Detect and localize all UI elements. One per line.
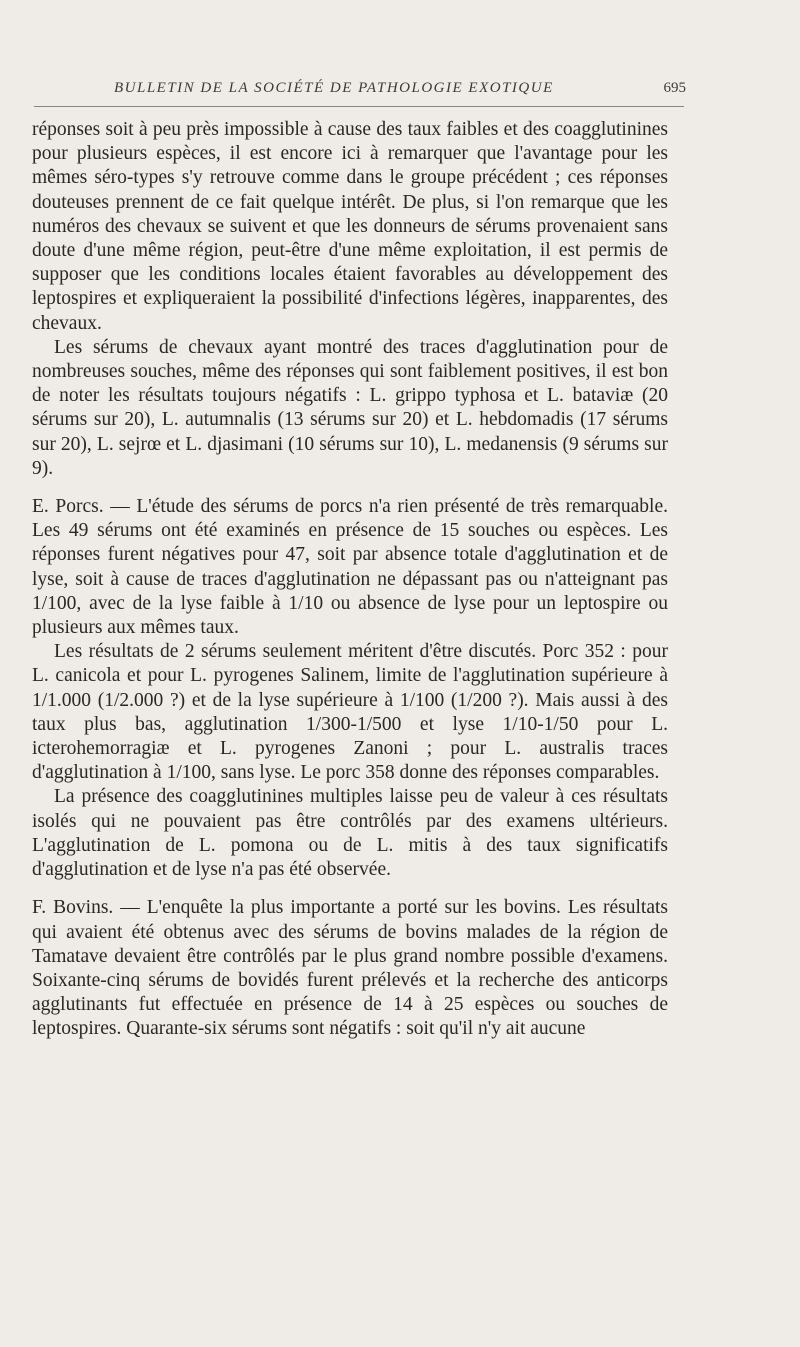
page-number: 695 (663, 80, 686, 96)
paragraph: Les résultats de 2 sérums seulement méritent d'être discutés. Porc 352 : pour L. canicola et pour L. pyrogenes Salinem, limite de l'agglutination supérieure à 1/1.000 (1/2.000 ?) et de la lyse supérieure à 1/100 (1/200 ?). Mais aussi à des taux plus bas, agglutination 1/300-1/500 et lyse 1/10-1/50 pour L. icterohemorragiæ et L. pyrogenes Zanoni ; pour L. australis traces d'agglutination à 1/100, sans lyse. Le porc 358 donne des réponses comparables. (32, 641, 668, 784)
section-paragraph-porcs: E. Porcs. — L'étude des sérums de porcs n'a rien présenté de très remarquable. Les 49 sérums ont été examinés en présence de 15 souches ou espèces. Les réponses furent négatives pour 47, soit par absence totale d'agglutination et de lyse, soit à cause de traces d'agglutination ne dépassant pas ou n'atteignant pas 1/100, avec de la lyse faible à 1/10 ou absence de lyse pour un leptospire ou plusieurs aux mêmes taux. (32, 496, 668, 639)
paragraph: Les sérums de chevaux ayant montré des traces d'agglutination pour de nombreuses souches, même des réponses qui sont faiblement positives, il est bon de noter les résultats toujours négatifs : L. grippo typhosa et L. bataviæ (20 sérums sur 20), L. autumnalis (13 sérums sur 20) et L. hebdomadis (17 sérums sur 20), L. sejrœ et L. djasimani (10 sérums sur 10), L. medanensis (9 sérums sur 9). (32, 336, 668, 479)
running-header (34, 80, 684, 107)
section-paragraph-bovins: F. Bovins. — L'enquête la plus importante a porté sur les bovins. Les résultats qui avaient été obtenus avec des sérums de bovins malades de la région de Tamatave devaient être contrôlés par le plus grand nombre possible d'examens. Soixante-cinq sérums de bovidés furent prélevés et la recherche des anticorps agglutinants fut effectuée en présence de 14 à 25 espèces ou souches de leptospires. Quarante-six sérums sont négatifs : soit qu'il n'y ait aucune (32, 897, 668, 1040)
paragraph: réponses soit à peu près impossible à cause des taux faibles et des coagglutinines pour plusieurs espèces, il est encore ici à remarquer que l'avantage pour les mêmes séro-types s'y retrouve comme dans le groupe précédent ; ces réponses douteuses prennent de ce fait quelque intérêt. De plus, si l'on remarque que les numéros des chevaux se suivent et que les donneurs de sérums provenaient sans doute d'une même région, peut-être d'une même exploitation, il est permis de supposer que les conditions locales étaient favorables au développement des leptospires et expliqueraient la possibilité d'infections légères, inapparentes, des chevaux. (32, 119, 668, 334)
running-title: BULLETIN DE LA SOCIÉTÉ DE PATHOLOGIE EXOTIQUE (114, 80, 554, 96)
paragraph: La présence des coagglutinines multiples laisse peu de valeur à ces résultats isolés qui ne pouvaient pas être contrôlés par des examens ultérieurs. L'agglutination de L. pomona ou de L. mitis à des taux significatifs d'agglutination et de lyse n'a pas été observée. (32, 786, 668, 881)
body-text (32, 118, 668, 1042)
